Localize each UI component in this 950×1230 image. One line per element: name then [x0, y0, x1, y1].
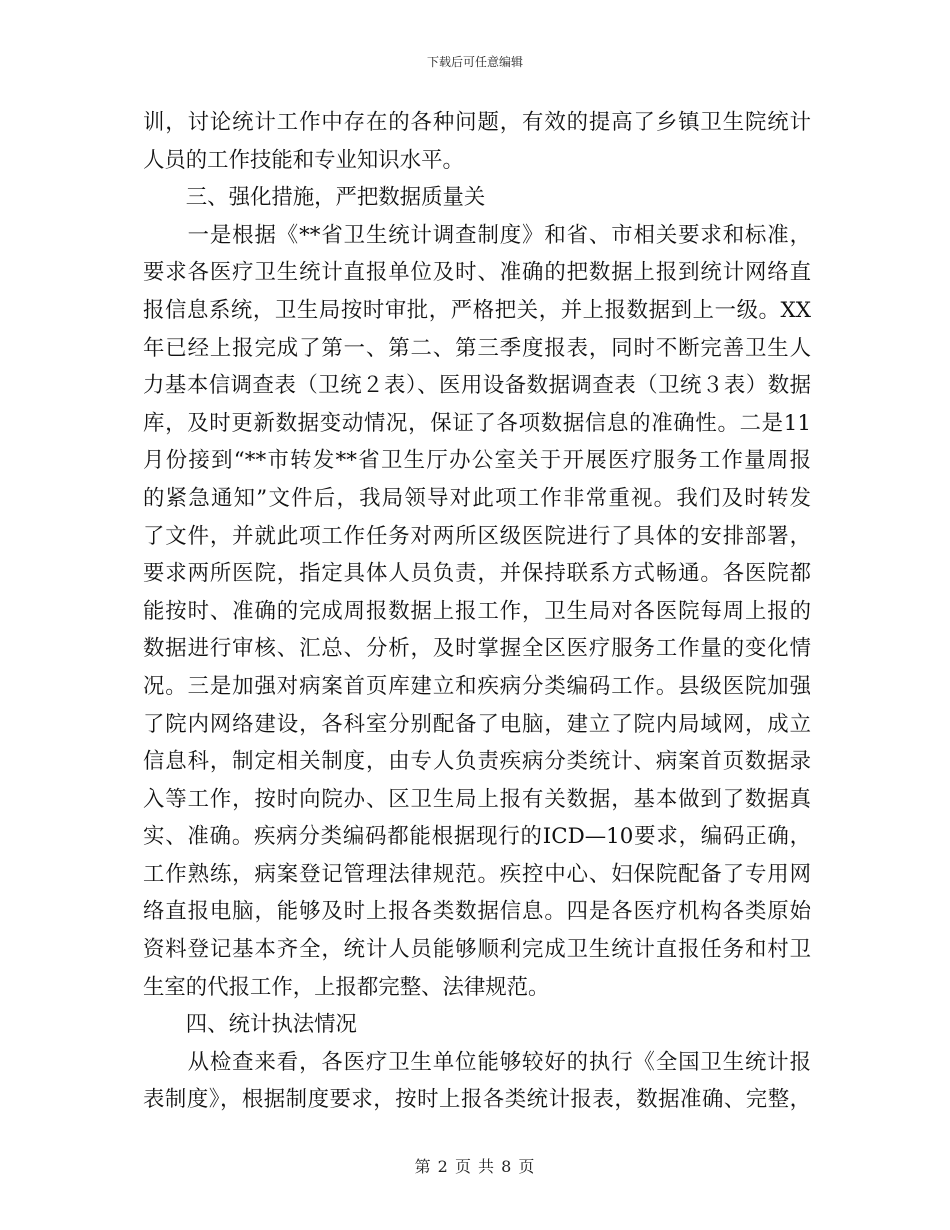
section-heading: 四、统计执法情况: [143, 1012, 357, 1038]
text-line: 人员的工作技能和专业知识水平。: [143, 147, 464, 173]
text-line: 生室的代报工作，上报都完整、法律规范。: [143, 974, 550, 1000]
document-body: [143, 104, 811, 1119]
text-line: 数据进行审核、汇总、分析，及时掌握全区医疗服务工作量的变化情: [143, 636, 811, 662]
text-line: 工作熟练，病案登记管理法律规范。疾控中心、妇保院配备了专用网: [143, 861, 811, 887]
text-line: 络直报电脑，能够及时上报各类数据信息。四是各医疗机构各类原始: [143, 899, 811, 925]
page-number: 第 2 页 共 8 页: [414, 1157, 536, 1176]
page-header: 下载后可任意编辑: [426, 55, 523, 69]
text-line: 信息科，制定相关制度，由专人负责疾病分类统计、病案首页数据录: [143, 749, 811, 775]
text-line: 要求两所医院，指定具体人员负责，并保持联系方式畅通。各医院都: [143, 561, 811, 587]
text-line: 资料登记基本齐全，统计人员能够顺利完成卫生统计直报任务和村卫: [143, 937, 811, 963]
text-line: 从检查来看，各医疗卫生单位能够较好的执行《全国卫生统计报: [143, 1049, 811, 1075]
text-line: 入等工作，按时向院办、区卫生局上报有关数据，基本做到了数据真: [143, 786, 811, 812]
text-line: 一是根据《**省卫生统计调查制度》和省、市相关要求和标准，: [143, 222, 811, 248]
text-line: 的紧急通知”文件后，我局领导对此项工作非常重视。我们及时转发: [143, 485, 811, 511]
text-line: 能按时、准确的完成周报数据上报工作，卫生局对各医院每周上报的: [143, 598, 811, 624]
text-line: 训，讨论统计工作中存在的各种问题，有效的提高了乡镇卫生院统计: [143, 110, 811, 135]
text-line: 年已经上报完成了第一、第二、第三季度报表，同时不断完善卫生人: [143, 335, 811, 361]
text-line: 实、准确。疾病分类编码都能根据现行的ICD—10要求，编码正确，: [143, 824, 811, 850]
text-line: 要求各医疗卫生统计直报单位及时、准确的把数据上报到统计网络直: [143, 260, 811, 286]
text-line: 月份接到“**市转发**省卫生厅办公室关于开展医疗服务工作量周报: [143, 448, 811, 474]
text-line: 了文件，并就此项工作任务对两所区级医院进行了具体的安排部署，: [143, 523, 811, 549]
section-heading: 三、强化措施，严把数据质量关: [143, 185, 486, 211]
text-line: 库，及时更新数据变动情况，保证了各项数据信息的准确性。二是11: [143, 410, 811, 436]
text-line: 表制度》，根据制度要求，按时上报各类统计报表，数据准确、完整，: [143, 1087, 811, 1113]
text-line: 力基本信调查表（卫统２表）、医用设备数据调查表（卫统３表）数据: [143, 373, 811, 399]
text-line: 报信息系统，卫生局按时审批，严格把关，并上报数据到上一级。XX: [143, 297, 811, 323]
text-line: 况。三是加强对病案首页库建立和疾病分类编码工作。县级医院加强: [143, 673, 811, 699]
text-line: 了院内网络建设，各科室分别配备了电脑，建立了院内局域网，成立: [143, 711, 811, 737]
